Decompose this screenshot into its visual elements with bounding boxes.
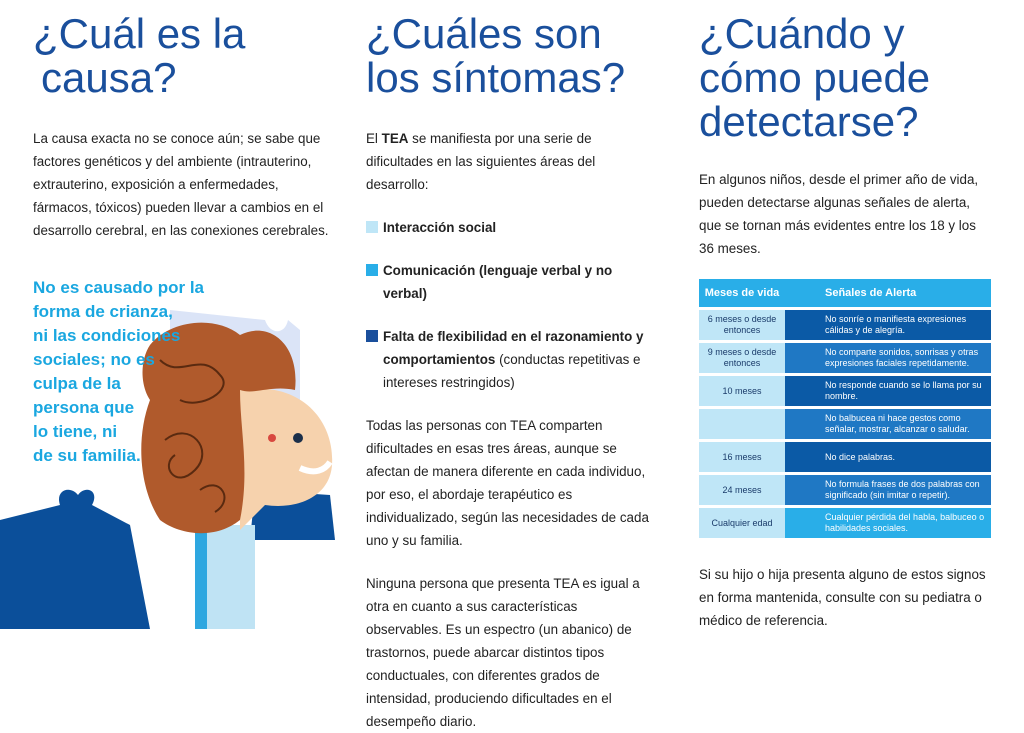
symptoms-para-2: Ninguna persona que presenta TEA es igual a otra en cuanto a sus características observables. Es un espectro (un abanico) de trastornos, puede abarcar distintos tipos conductuales, con diferentes grados de intensidad, produciendo dificultades en el desempeño diario. xyxy=(366,576,640,729)
lead-statement: No es causado por la forma de crianza, ni las condiciones sociales; no es culpa de la persona que lo tiene, ni de su familia. xyxy=(33,278,204,465)
puzzle-bullet-icon xyxy=(366,330,378,342)
detection-title: ¿Cuándo y cómo puede detectarse? xyxy=(699,10,931,145)
header-signals: Señales de Alerta xyxy=(785,279,991,307)
puzzle-bullet-icon xyxy=(366,221,378,233)
table-row: 9 meses o desde entonces No comparte sonidos, sonrisas y otras expresiones faciales repetidamente. xyxy=(699,343,991,373)
puzzle-piece-dark xyxy=(0,490,150,629)
child-eye xyxy=(293,433,303,443)
cause-body: La causa exacta no se conoce aún; se sabe que factores genéticos y del ambiente (intrauterino, extrauterino, exposición a enfermedades, fármacos, tóxicos) pueden llevar a cambios en el desarrollo cerebral, en las conexiones cerebrales. xyxy=(33,131,329,238)
column-cause xyxy=(33,0,333,242)
table-row: 10 meses No responde cuando se lo llama por su nombre. xyxy=(699,376,991,406)
table-row: No balbucea ni hace gestos como señalar, mostrar, alcanzar o saludar. xyxy=(699,409,991,439)
header-months: Meses de vida xyxy=(699,279,785,307)
column-symptoms xyxy=(366,0,656,733)
table-row: 24 meses No formula frases de dos palabras con significado (sin imitar o repetir). xyxy=(699,475,991,505)
symptom-item-communication: Comunicación (lenguaje verbal y no verbal) xyxy=(366,259,656,305)
detection-intro: En algunos niños, desde el primer año de vida, pueden detectarse algunas señales de alerta, que se tornan más evidentes entre los 18 y los 36 meses. xyxy=(699,172,979,256)
detection-closing: Si su hijo o hija presenta alguno de estos signos en forma mantenida, consulte con su pediatra o médico de referencia. xyxy=(699,567,986,628)
symptoms-para-1: Todas las personas con TEA comparten dificultades en esas tres áreas, aunque se afectan de manera diferente en cada individuo, por eso, el abordaje terapéutico es individualizado, según las necesidades de cada uno y su familia. xyxy=(366,418,649,548)
cause-title: ¿Cuál es la causa? xyxy=(33,10,246,101)
symptoms-title: ¿Cuáles son los síntomas? xyxy=(366,10,626,101)
puzzle-bullet-icon xyxy=(366,264,378,276)
symptom-item-social: Interacción social xyxy=(366,216,656,239)
column-detection xyxy=(699,0,999,632)
symptom-item-flexibility: Falta de flexibilidad en el razonamiento y comportamientos (conductas repetitivas e intereses restringidos) xyxy=(366,325,656,394)
symptoms-intro: El TEA se manifiesta por una serie de dificultades en las siguientes áreas del desarrollo: xyxy=(366,131,596,192)
table-row: 6 meses o desde entonces No sonríe o manifiesta expresiones cálidas y de alegría. xyxy=(699,310,991,340)
alert-signs-table xyxy=(699,276,991,541)
table-header xyxy=(699,279,991,307)
table-row: Cualquier edad Cualquier pérdida del habla, balbuceo o habilidades sociales. xyxy=(699,508,991,538)
table-row: 16 meses No dice palabras. xyxy=(699,442,991,472)
